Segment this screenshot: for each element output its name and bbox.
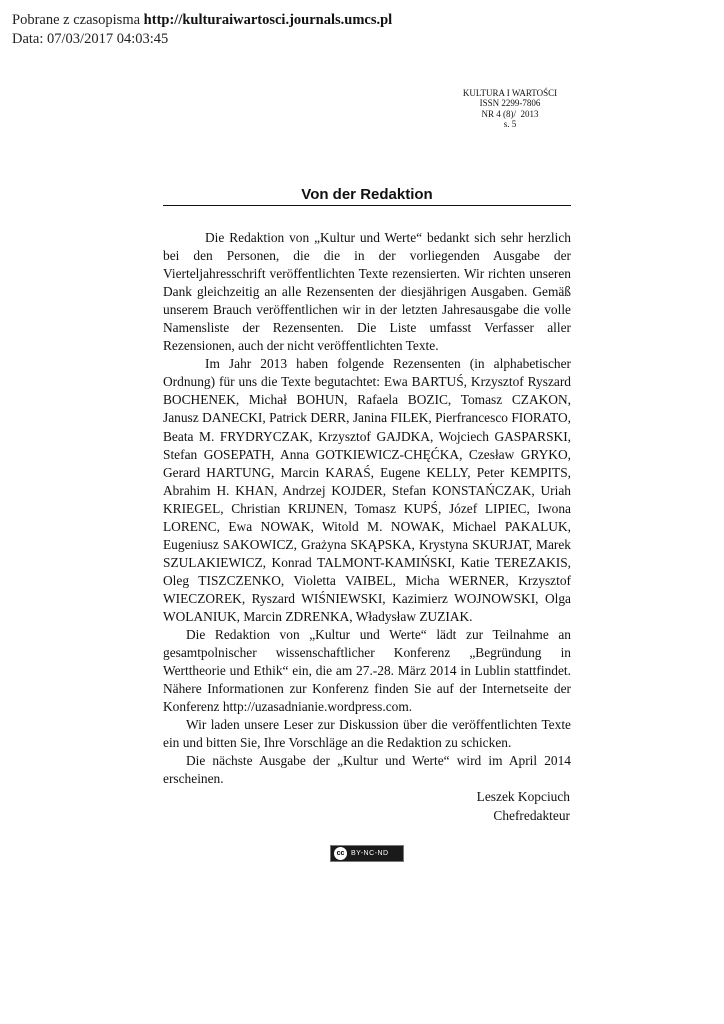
article-body xyxy=(163,229,571,788)
license-label: BY-NC-ND xyxy=(351,850,389,857)
journal-header xyxy=(410,88,610,130)
journal-name: KULTURA I WARTOŚCI xyxy=(462,88,558,98)
download-stamp xyxy=(12,11,392,49)
stamp-date: Data: 07/03/2017 04:03:45 xyxy=(12,31,169,47)
journal-issn: ISSN 2299-7806 xyxy=(479,98,541,109)
creative-commons-icon: cc xyxy=(334,847,347,860)
journal-issue: NR 4 (8)/ 2013 xyxy=(481,108,539,119)
license-badge[interactable] xyxy=(330,845,404,862)
title-rule xyxy=(163,205,571,206)
signature-role: Chefredakteur xyxy=(493,808,570,823)
paragraph-discussion: Wir laden unsere Leser zur Diskussion über die veröffentlichten Texte ein und bitten Sie, Ihre Vorschläge an die Redaktion zu schicken. xyxy=(163,717,571,751)
paragraph-thanks: Die Redaktion von „Kultur und Werte“ bedankt sich sehr herzlich bei den Personen, die die in der vorliegenden Ausgabe der Vierteljahresschrift veröffentlichten Texte rezensierten. Wir richten unseren Dank gleichzeitig an alle Rezensenten der diesjährigen Ausgaben. Gemäß unserem Brauch veröffentlichen wir in der letzten Jahresausgabe die volle Namensliste der Rezensenten. Die Liste umfasst Verfasser aller Rezensionen, auch der nicht veröffentlichten Texte. xyxy=(163,230,571,354)
stamp-source-prefix: Pobrane z czasopisma xyxy=(12,12,144,28)
paragraph-conference: Die Redaktion von „Kultur und Werte“ lädt zur Teilnahme an gesamtpolnischer wissenschaftlicher Konferenz „Begründung in Werttheorie und Ethik“ ein, die am 27.-28. März 2014 in Lublin stattfindet. Nähere Informationen zur Konferenz finden Sie auf der Internetseite der Konferenz http://uzasadnianie.wordpress.com. xyxy=(163,627,571,715)
signature xyxy=(370,787,570,825)
article-title: Von der Redaktion xyxy=(301,186,433,203)
paragraph-next-issue: Die nächste Ausgabe der „Kultur und Werte“ wird im April 2014 erscheinen. xyxy=(163,753,571,787)
stamp-source-url[interactable]: http://kulturaiwartosci.journals.umcs.pl xyxy=(143,12,393,28)
paragraph-reviewers: Im Jahr 2013 haben folgende Rezensenten (in alphabetischer Ordnung) für uns die Texte begutachtet: Ewa BARTUŚ, Krzysztof Ryszard BOCHENEK, Michał BOHUN, Rafaela BOZIC, Tomasz CZAKON, Janusz DANECKI, Patrick DERR, Janina FILEK, Pierfrancesco FIORATO, Beata M. FRYDRYCZAK, Krzysztof GAJDKA, Wojciech GASPARSKI, Stefan GOSEPATH, Anna GOTKIEWICZ-CHĘĆKA, Czesław GRYKO, Gerard HARTUNG, Marcin KARAŚ, Eugene KELLY, Peter KEMPITS, Abrahim H. KHAN, Andrzej KOJDER, Stefan KONSTAŃCZAK, Uriah KRIEGEL, Christian KRIJNEN, Tomasz KUPŚ, Józef LIPIEC, Iwona LORENC, Ewa NOWAK, Witold M. NOWAK, Michael PAKALUK, Eugeniusz SAKOWICZ, Grażyna SKĄPSKA, Krystyna SKURJAT, Marek SZULAKIEWICZ, Konrad TALMONT-KAMIŃSKI, Katie TEREZAKIS, Oleg TISZCZENKO, Violetta VAIBEL, Micha WERNER, Krzysztof WIECZOREK, Ryszard WIŚNIEWSKI, Kazimierz WOJNOWSKI, Olga WOLANIUK, Marcin ZDRENKA, Władysław ZUZIAK. xyxy=(163,356,571,624)
stamp-source-line xyxy=(12,11,392,30)
journal-page: s. 5 xyxy=(503,119,517,130)
signature-name: Leszek Kopciuch xyxy=(476,789,570,804)
